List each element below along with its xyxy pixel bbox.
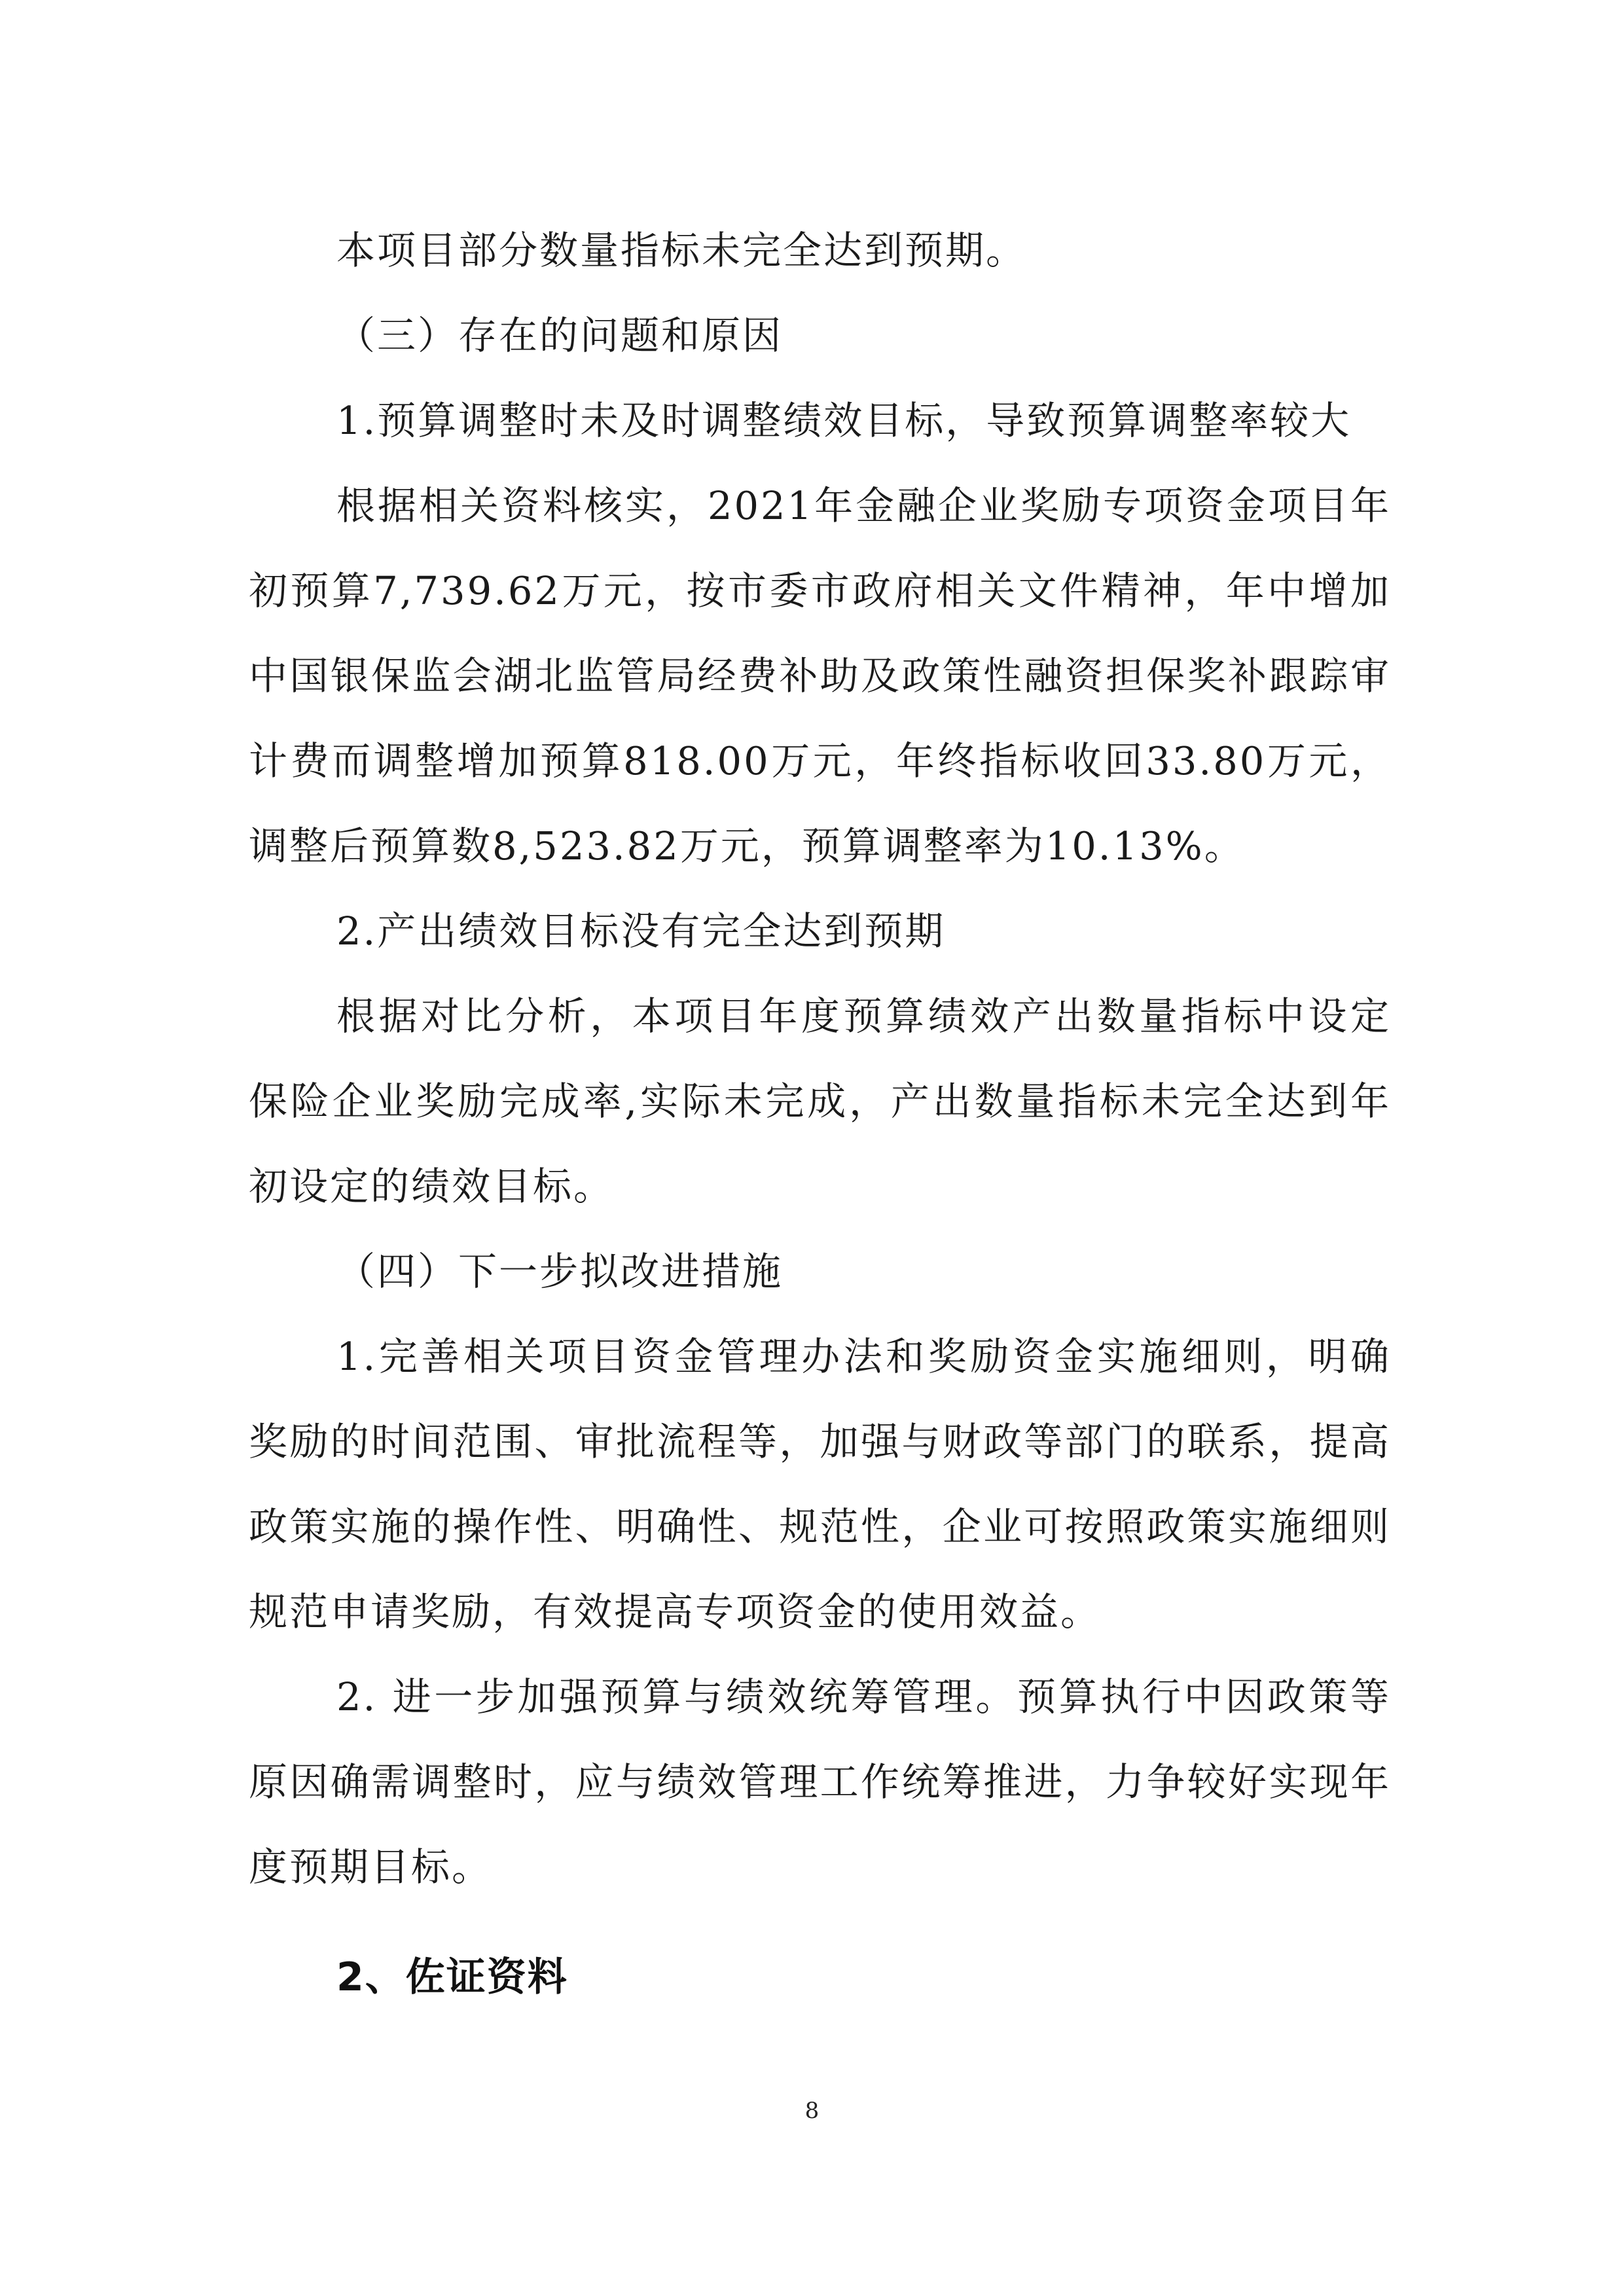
paragraph-improvement-measure-2: 2. 进一步加强预算与绩效统筹管理。预算执行中因政策等原因确需调整时，应与绩效管理工作统筹推进，力争较好实现年度预期目标。 bbox=[249, 1674, 1391, 1890]
document-body bbox=[249, 208, 1391, 2020]
paragraph-improvement-measure-1: 1.完善相关项目资金管理办法和奖励资金实施细则，明确奖励的时间范围、审批流程等，加强与财政等部门的联系，提高政策实施的操作性、明确性、规范性，企业可按照政策实施细则规范申请奖励，有效提高专项资金的使用效益。 bbox=[249, 1334, 1391, 1634]
page-number: 8 bbox=[804, 2098, 820, 2124]
subheading-problems-and-causes: （三）存在的问题和原因 bbox=[336, 313, 784, 358]
subheading-improvement-measures: （四）下一步拟改进措施 bbox=[336, 1249, 784, 1294]
paragraph-output-target-detail: 根据对比分析，本项目年度预算绩效产出数量指标中设定保险企业奖励完成率,实际未完成，产出数量指标未完全达到年初设定的绩效目标。 bbox=[249, 994, 1391, 1209]
paragraph-output-target-title: 2.产出绩效目标没有完全达到预期 bbox=[336, 908, 946, 954]
section-heading-supporting-materials: 2、佐证资料 bbox=[336, 1954, 568, 2000]
paragraph-budget-adjustment-title: 1.预算调整时未及时调整绩效目标，导致预算调整率较大 bbox=[336, 398, 1352, 443]
paragraph-quantity-indicator: 本项目部分数量指标未完全达到预期。 bbox=[336, 228, 1027, 273]
paragraph-budget-adjustment-detail: 根据相关资料核实，2021年金融企业奖励专项资金项目年初预算7,739.62万元，按市委市政府相关文件精神，年中增加中国银保监会湖北监管局经费补助及政策性融资担保奖补跟踪审计费而调整增加预算818.00万元，年终指标收回33.80万元，调整后预算数8,523.82万元，预算调整率为10.13%。 bbox=[249, 483, 1391, 869]
